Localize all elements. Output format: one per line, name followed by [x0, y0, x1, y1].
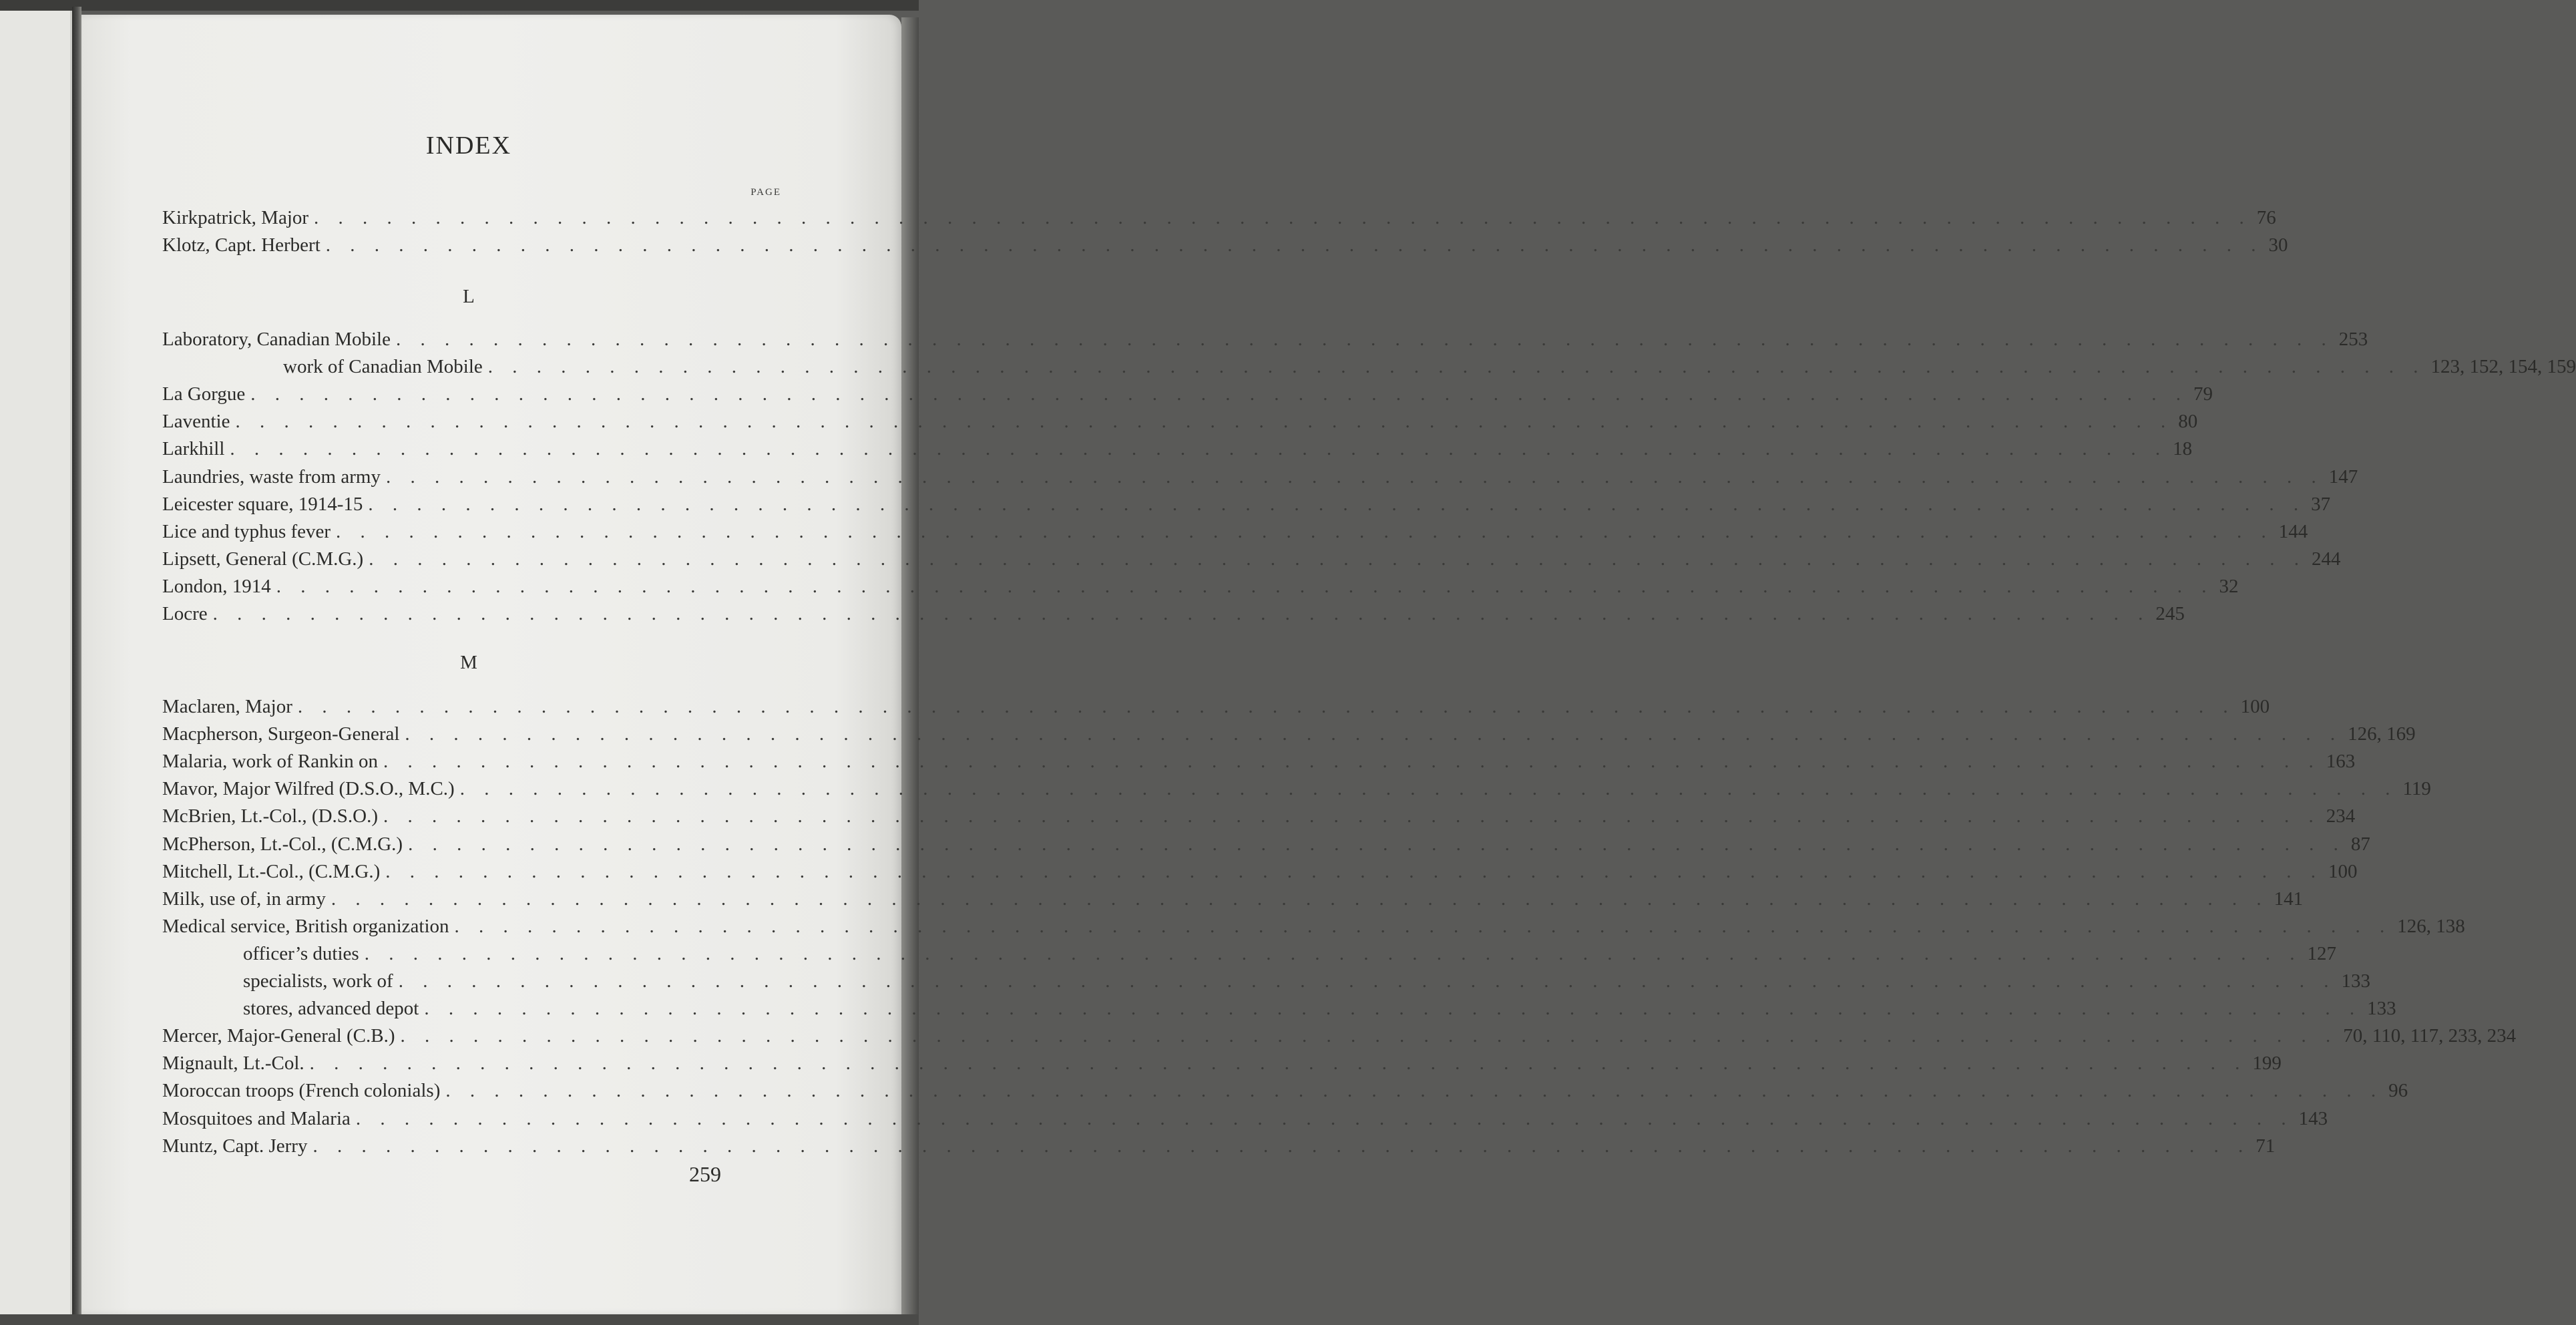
dot-leader: . . . . . . . . . . . . . . . . . . . . . . . . . . . . . . . . . . . . . . . . . . . . . . . . . . . . . . . . . . . . . . . . . . . . . . . . . . . . . . . . — [408, 833, 2346, 855]
index-entry — [162, 435, 2193, 462]
index-term: officer’s duties — [243, 942, 359, 964]
index-term: Leicester square, 1914-15 — [162, 493, 363, 515]
index-term: Maclaren, Major — [162, 696, 292, 717]
index-entry — [162, 775, 2431, 802]
page-references: 87 — [2350, 833, 2370, 855]
index-entry — [162, 381, 2213, 407]
index-term: specialists, work of — [243, 970, 393, 992]
page-references: 234 — [2326, 805, 2356, 827]
dot-leader: . . . . . . . . . . . . . . . . . . . . . . . . . . . . . . . . . . . . . . . . . . . . . . . . . . . . . . . . . . . . . . . . . . . . . . . . . . . . . . . . — [297, 696, 2235, 717]
page-title: INDEX — [425, 132, 512, 160]
dot-leader: . . . . . . . . . . . . . . . . . . . . . . . . . . . . . . . . . . . . . . . . . . . . . . . . . . . . . . . . . . . . . . . . . . . . . . . . . . . . . . . . — [395, 329, 2334, 350]
dot-leader: . . . . . . . . . . . . . . . . . . . . . . . . . . . . . . . . . . . . . . . . . . . . . . . . . . . . . . . . . . . . . . . . . . . . . . . . . . . . . . . . — [385, 860, 2323, 882]
scan-bottom-border — [0, 1314, 919, 1325]
dot-leader: . . . . . . . . . . . . . . . . . . . . . . . . . . . . . . . . . . . . . . . . . . . . . . . . . . . . . . . . . . . . . . . . . . . . . . . . . . . . . . . . — [459, 778, 2398, 800]
index-term: Mignault, Lt.-Col. — [162, 1053, 304, 1075]
dot-leader: . . . . . . . . . . . . . . . . . . . . . . . . . . . . . . . . . . . . . . . . . . . . . . . . . . . . . . . . . . . . . . . . . . . . . . . . . . . . . . . . — [424, 998, 2362, 1020]
index-term: Locre — [162, 603, 208, 624]
dot-leader: . . . . . . . . . . . . . . . . . . . . . . . . . . . . . . . . . . . . . . . . . . . . . . . . . . . . . . . . . . . . . . . . . . . . . . . . . . . . . . . . — [250, 383, 2189, 405]
index-entry — [162, 748, 2356, 775]
index-term: London, 1914 — [162, 575, 271, 597]
index-entry — [162, 831, 2370, 858]
index-term: Lipsett, General (C.M.G.) — [162, 548, 364, 570]
dot-leader: . . . . . . . . . . . . . . . . . . . . . . . . . . . . . . . . . . . . . . . . . . . . . . . . . . . . . . . . . . . . . . . . . . . . . . . . . . . . . . . . — [355, 1107, 2294, 1129]
dot-leader: . . . . . . . . . . . . . . . . . . . . . . . . . . . . . . . . . . . . . . . . . . . . . . . . . . . . . . . . . . . . . . . . . . . . . . . . . . . . . . . . — [398, 970, 2336, 992]
page-references: 144 — [2278, 520, 2308, 542]
index-term: Medical service, British organization — [162, 915, 449, 937]
index-term: Laundries, waste from army — [162, 465, 381, 488]
index-entry — [162, 600, 2185, 627]
page-number: 259 — [689, 1162, 721, 1186]
index-term: Kirkpatrick, Major — [162, 207, 309, 228]
index-entry — [162, 1050, 2282, 1077]
index-entry — [162, 232, 2288, 258]
dot-leader: . . . . . . . . . . . . . . . . . . . . . . . . . . . . . . . . . . . . . . . . . . . . . . . . . . . . . . . . . . . . . . . . . . . . . . . . . . . . . . . . — [212, 603, 2151, 624]
dot-leader: . . . . . . . . . . . . . . . . . . . . . . . . . . . . . . . . . . . . . . . . . . . . . . . . . . . . . . . . . . . . . . . . . . . . . . . . . . . . . . . . — [400, 1025, 2338, 1047]
index-entry — [162, 518, 2308, 545]
dot-leader: . . . . . . . . . . . . . . . . . . . . . . . . . . . . . . . . . . . . . . . . . . . . . . . . . . . . . . . . . . . . . . . . . . . . . . . . . . . . . . . . — [364, 942, 2302, 964]
index-term: Mercer, Major-General (C.B.) — [162, 1025, 395, 1047]
index-term: Muntz, Capt. Jerry — [162, 1135, 308, 1157]
dot-leader: . . . . . . . . . . . . . . . . . . . . . . . . . . . . . . . . . . . . . . . . . . . . . . . . . . . . . . . . . . . . . . . . . . . . . . . . . . . . . . . . — [325, 234, 2264, 256]
dot-leader: . . . . . . . . . . . . . . . . . . . . . . . . . . . . . . . . . . . . . . . . . . . . . . . . . . . . . . . . . . . . . . . . . . . . . . . . . . . . . . . . — [312, 1135, 2251, 1157]
page-references: 244 — [2311, 548, 2341, 570]
index-entry — [162, 408, 2198, 435]
index-entry — [162, 1105, 2328, 1132]
page-references: 37 — [2311, 493, 2331, 515]
dot-leader: . . . . . . . . . . . . . . . . . . . . . . . . . . . . . . . . . . . . . . . . . . . . . . . . . . . . . . . . . . . . . . . . . . . . . . . . . . . . . . . . — [235, 411, 2173, 433]
page-references: 71 — [2256, 1135, 2276, 1157]
index-entry — [162, 204, 2276, 231]
page-references: 80 — [2178, 411, 2198, 433]
page-references: 123, 152, 154, 159 — [2430, 356, 2576, 378]
page-references: 147 — [2328, 465, 2358, 488]
dot-leader: . . . . . . . . . . . . . . . . . . . . . . . . . . . . . . . . . . . . . . . . . . . . . . . . . . . . . . . . . . . . . . . . . . . . . . . . . . . . . . . . — [385, 465, 2324, 488]
dot-leader: . . . . . . . . . . . . . . . . . . . . . . . . . . . . . . . . . . . . . . . . . . . . . . . . . . . . . . . . . . . . . . . . . . . . . . . . . . . . . . . . — [314, 207, 2251, 228]
dot-leader: . . . . . . . . . . . . . . . . . . . . . . . . . . . . . . . . . . . . . . . . . . . . . . . . . . . . . . . . . . . . . . . . . . . . . . . . . . . . . . . . — [336, 520, 2274, 542]
page-references: 127 — [2307, 942, 2336, 964]
dot-leader: . . . . . . . . . . . . . . . . . . . . . . . . . . . . . . . . . . . . . . . . . . . . . . . . . . . . . . . . . . . . . . . . . . . . . . . . . . . . . . . . — [445, 1080, 2384, 1102]
index-entry — [162, 693, 2270, 720]
page-references: 79 — [2193, 383, 2213, 405]
index-term: Macpherson, Surgeon-General — [162, 723, 400, 745]
dot-leader: . . . . . . . . . . . . . . . . . . . . . . . . . . . . . . . . . . . . . . . . . . . . . . . . . . . . . . . . . . . . . . . . . . . . . . . . . . . . . . . . — [383, 805, 2321, 827]
section-letter-m: M — [460, 652, 477, 673]
index-term: Mitchell, Lt.-Col., (C.M.G.) — [162, 860, 381, 882]
index-entry — [162, 573, 2239, 600]
page-references: 245 — [2155, 603, 2185, 624]
page-column-label: PAGE — [750, 187, 781, 198]
index-term: Moroccan troops (French colonials) — [162, 1080, 441, 1102]
scan-top-border — [0, 0, 919, 11]
dot-leader: . . . . . . . . . . . . . . . . . . . . . . . . . . . . . . . . . . . . . . . . . . . . . . . . . . . . . . . . . . . . . . . . . . . . . . . . . . . . . . . . — [487, 356, 2426, 378]
index-term: McBrien, Lt.-Col., (D.S.O.) — [162, 805, 378, 827]
index-entry — [162, 1077, 2408, 1104]
page-references: 100 — [2240, 696, 2270, 717]
page-references: 133 — [2341, 970, 2370, 992]
page-references: 163 — [2326, 751, 2356, 773]
dot-leader: . . . . . . . . . . . . . . . . . . . . . . . . . . . . . . . . . . . . . . . . . . . . . . . . . . . . . . . . . . . . . . . . . . . . . . . . . . . . . . . . — [331, 888, 2269, 910]
index-term: Mavor, Major Wilfred (D.S.O., M.C.) — [162, 778, 455, 800]
index-entry — [162, 803, 2356, 829]
page-references: 199 — [2252, 1053, 2282, 1075]
index-term: Laventie — [162, 411, 230, 433]
index-term: Milk, use of, in army — [162, 888, 326, 910]
page-references: 32 — [2219, 575, 2239, 597]
dot-leader: . . . . . . . . . . . . . . . . . . . . . . . . . . . . . . . . . . . . . . . . . . . . . . . . . . . . . . . . . . . . . . . . . . . . . . . . . . . . . . . . — [383, 751, 2321, 773]
index-term: Malaria, work of Rankin on — [162, 751, 378, 773]
dot-leader: . . . . . . . . . . . . . . . . . . . . . . . . . . . . . . . . . . . . . . . . . . . . . . . . . . . . . . . . . . . . . . . . . . . . . . . . . . . . . . . . — [276, 575, 2214, 597]
index-entry — [162, 913, 2465, 940]
index-term: Mosquitoes and Malaria — [162, 1107, 351, 1129]
dot-leader: . . . . . . . . . . . . . . . . . . . . . . . . . . . . . . . . . . . . . . . . . . . . . . . . . . . . . . . . . . . . . . . . . . . . . . . . . . . . . . . . — [230, 438, 2168, 460]
page-references: 18 — [2173, 438, 2193, 460]
dot-leader: . . . . . . . . . . . . . . . . . . . . . . . . . . . . . . . . . . . . . . . . . . . . . . . . . . . . . . . . . . . . . . . . . . . . . . . . . . . . . . . . — [454, 915, 2392, 937]
index-entry — [162, 1133, 2276, 1159]
index-entry — [162, 353, 2576, 380]
page-references: 70, 110, 117, 233, 234 — [2343, 1025, 2517, 1047]
index-term: Laboratory, Canadian Mobile — [162, 329, 391, 350]
index-entry — [162, 1022, 2517, 1049]
index-term: McPherson, Lt.-Col., (C.M.G.) — [162, 833, 403, 855]
index-entry — [162, 886, 2304, 912]
page-references: 96 — [2388, 1080, 2408, 1102]
index-term: Klotz, Capt. Herbert — [162, 234, 320, 256]
index-entry — [162, 858, 2358, 885]
index-term: stores, advanced depot — [243, 998, 419, 1020]
page-references: 126, 169 — [2348, 723, 2416, 745]
page-references: 141 — [2274, 888, 2304, 910]
index-entry — [162, 546, 2341, 572]
dot-leader: . . . . . . . . . . . . . . . . . . . . . . . . . . . . . . . . . . . . . . . . . . . . . . . . . . . . . . . . . . . . . . . . . . . . . . . . . . . . . . . . — [368, 493, 2306, 515]
dot-leader: . . . . . . . . . . . . . . . . . . . . . . . . . . . . . . . . . . . . . . . . . . . . . . . . . . . . . . . . . . . . . . . . . . . . . . . . . . . . . . . . — [309, 1053, 2247, 1075]
index-entry — [162, 721, 2416, 747]
page-references: 76 — [2256, 207, 2276, 228]
page-references: 126, 138 — [2397, 915, 2465, 937]
index-entry — [162, 491, 2331, 518]
index-term: work of Canadian Mobile — [283, 356, 483, 378]
index-term: Larkhill — [162, 438, 225, 460]
index-entry — [162, 326, 2368, 353]
index-entry — [162, 995, 2396, 1022]
dot-leader: . . . . . . . . . . . . . . . . . . . . . . . . . . . . . . . . . . . . . . . . . . . . . . . . . . . . . . . . . . . . . . . . . . . . . . . . . . . . . . . . — [369, 548, 2306, 570]
page-references: 30 — [2268, 234, 2288, 256]
dot-leader: . . . . . . . . . . . . . . . . . . . . . . . . . . . . . . . . . . . . . . . . . . . . . . . . . . . . . . . . . . . . . . . . . . . . . . . . . . . . . . . . — [405, 723, 2343, 745]
page-references: 100 — [2328, 860, 2358, 882]
page-references: 133 — [2367, 998, 2396, 1020]
page-references: 119 — [2402, 778, 2431, 800]
index-term: Lice and typhus fever — [162, 520, 331, 542]
page-references: 143 — [2298, 1107, 2328, 1129]
index-entry — [162, 463, 2358, 490]
index-entry — [162, 968, 2370, 994]
page-references: 253 — [2338, 329, 2368, 350]
index-term: La Gorgue — [162, 383, 246, 405]
section-letter-l: L — [463, 286, 475, 307]
index-entry — [162, 940, 2336, 967]
